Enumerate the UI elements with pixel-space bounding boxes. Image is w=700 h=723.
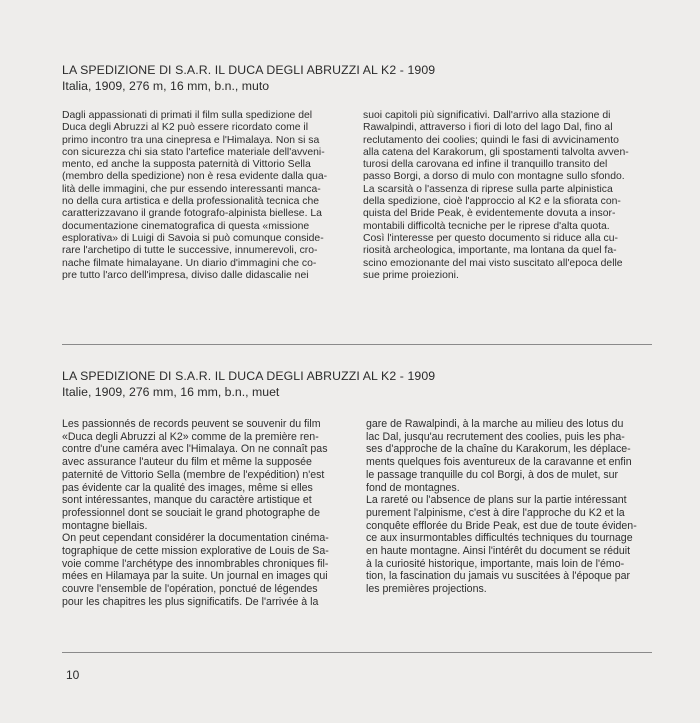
text-line: La scarsità o l'assenza di riprese sulla parte alpinistica xyxy=(363,183,613,195)
text-line: no della cura artistica e della professionalità tecnica che xyxy=(62,196,320,208)
section-divider xyxy=(62,344,652,345)
page-number: 10 xyxy=(66,668,80,682)
text-line: con sicurezza chi sia stato l'artefice materiale dell'avveni- xyxy=(62,146,325,158)
section-italian xyxy=(62,62,652,94)
film-details-it: Italia, 1909, 276 m, 16 mm, b.n., muto xyxy=(62,79,270,93)
text-line: montabili difficoltà tecniche per le riprese d'alta quota. xyxy=(363,220,610,232)
text-line: ce aux insurmontables difficultés techniques du tournage xyxy=(366,532,633,545)
text-line: esplorativa» di Luigi di Savoia si può comunque conside- xyxy=(62,232,324,244)
text-line: rare l'archetipo di tutte le successive, innumerevoli, cro- xyxy=(62,245,318,257)
text-line: Les passionnés de records peuvent se souvenir du film xyxy=(62,418,321,430)
text-line: fond de montagnes. xyxy=(366,481,460,494)
text-column-it-left xyxy=(62,110,347,282)
text-line: turosi della carovana ed infine il tranquillo transito del xyxy=(363,159,608,171)
text-line: scino emozionante del mai visto suscitato all'epoca delle xyxy=(363,257,623,269)
film-title-fr: LA SPEDIZIONE DI S.A.R. IL DUCA DEGLI ABRUZZI AL K2 - 1909 xyxy=(62,369,436,383)
text-line: caratterizzavano il grande fotografo-alpinista biellese. La xyxy=(62,208,322,220)
text-column-it-right xyxy=(363,110,653,282)
text-line: suoi capitoli più significativi. Dall'arrivo alla stazione di xyxy=(363,110,611,121)
text-line: primo incontro tra una cinepresa e l'Himalaya. Non si sa xyxy=(62,134,320,146)
text-line: professionnel dont se souciait le grand photographe de xyxy=(62,506,320,519)
text-line: ments quelques fois aventureux de la caravanne et enfin xyxy=(366,456,632,469)
text-line: documentazione cinematografica di questa «missione xyxy=(62,220,310,232)
text-line: Così l'interesse per questo documento si riduce alla cu- xyxy=(363,232,618,244)
text-line: sue prime proiezioni. xyxy=(363,269,459,281)
text-line: conquête efflorée du Bride Peak, est due de toute éviden- xyxy=(366,519,637,532)
text-line: sont intéressantes, manque du caractère artistique et xyxy=(62,494,312,507)
text-line: montagne biellais. xyxy=(62,519,148,532)
film-details-fr: Italie, 1909, 276 mm, 16 mm, b.n., muet xyxy=(62,385,280,399)
text-line: reclutamento dei coolies; quindi le fasi di avvicinamento xyxy=(363,134,619,146)
text-line: lac Dal, jusqu'au recrutement des coolies, puis les pha- xyxy=(366,430,625,443)
text-line: Rawalpindi, attraverso i fiori di loto del lago Dal, fino al xyxy=(363,122,613,134)
text-line: gare de Rawalpindi, à la marche au milieu des lotus du xyxy=(366,418,624,430)
text-line: Duca degli Abruzzi al K2 può essere ricordato come il xyxy=(62,122,309,134)
text-line: à la curiosité historique, importante, mais loin de l'émo- xyxy=(366,557,625,570)
text-line: Dagli appassionati di primati il film sulla spedizione del xyxy=(62,110,313,121)
text-line: passo Borgi, a dorso di mulo con montagne sullo sfondo. xyxy=(363,171,625,183)
text-line: ses d'approche de la chaîne du Karakorum, les déplace- xyxy=(366,443,631,456)
text-line: pour les chapitres les plus significatifs. De l'arrivée à la xyxy=(62,595,319,608)
text-column-fr-left xyxy=(62,418,352,609)
text-line: riosità archeologica, importante, ma lontana da quel fa- xyxy=(363,245,617,257)
text-line: alla catena del Karakorum, gli spostamenti talvolta avven- xyxy=(363,146,629,158)
section-french xyxy=(62,368,652,400)
text-line: nache filmate himalayane. Un diario d'immagini che co- xyxy=(62,257,317,269)
text-line: mées en Hilamaya par la suite. Un journal en images qui xyxy=(62,570,328,583)
text-line: couvre l'ensemble de l'opération, ponctué de légendes xyxy=(62,583,318,596)
text-line: pas évidente car la qualité des images, même si elles xyxy=(62,481,313,494)
text-line: La rareté ou l'absence de plans sur la partie intéressant xyxy=(366,494,627,507)
text-line: purement l'alpinisme, c'est à dire l'approche du K2 et la xyxy=(366,506,625,519)
text-line: avec assurance l'auteur du film et même la supposée xyxy=(62,456,312,469)
text-line: della spedizione, cioè l'approccio al K2 e la sfiorata con- xyxy=(363,196,621,208)
footer-divider xyxy=(62,652,652,653)
text-line: pre tutto l'arco dell'impresa, diviso dalle didascalie nei xyxy=(62,269,309,281)
text-line: (membro della spedizione) non è resa evidente dalla qua- xyxy=(62,171,328,183)
text-line: tographique de cette mission explorative de Louis de Sa- xyxy=(62,545,329,558)
text-line: quista del Bride Peak, è evidentemente dovuta a insor- xyxy=(363,208,616,220)
text-line: voie comme l'archétype des innombrables chroniques fil- xyxy=(62,557,329,570)
text-line: lità delle immagini, che pur essendo interessanti manca- xyxy=(62,183,321,195)
text-line: On peut cependant considérer la documentation cinéma- xyxy=(62,532,329,545)
text-line: tion, la fascination du jamais vu suscitées à l'époque par xyxy=(366,570,631,583)
text-column-fr-right xyxy=(366,418,656,596)
text-line: «Duca degli Abruzzi al K2» comme de la première ren- xyxy=(62,430,319,443)
text-line: en haute montagne. Ainsi l'intérêt du document se réduit xyxy=(366,545,631,558)
text-line: les premières projections. xyxy=(366,583,487,596)
text-line: mento, ed anche la supposta paternità di Vittorio Sella xyxy=(62,159,311,171)
text-line: paternité de Vittorio Sella (membre de l'expédition) n'est xyxy=(62,468,325,481)
text-line: le passage tranquille du col Borgi, à dos de mulet, sur xyxy=(366,468,619,481)
film-title-it: LA SPEDIZIONE DI S.A.R. IL DUCA DEGLI ABRUZZI AL K2 - 1909 xyxy=(62,63,436,77)
text-line: contre d'une caméra avec l'Himalaya. On ne connaît pas xyxy=(62,443,328,456)
